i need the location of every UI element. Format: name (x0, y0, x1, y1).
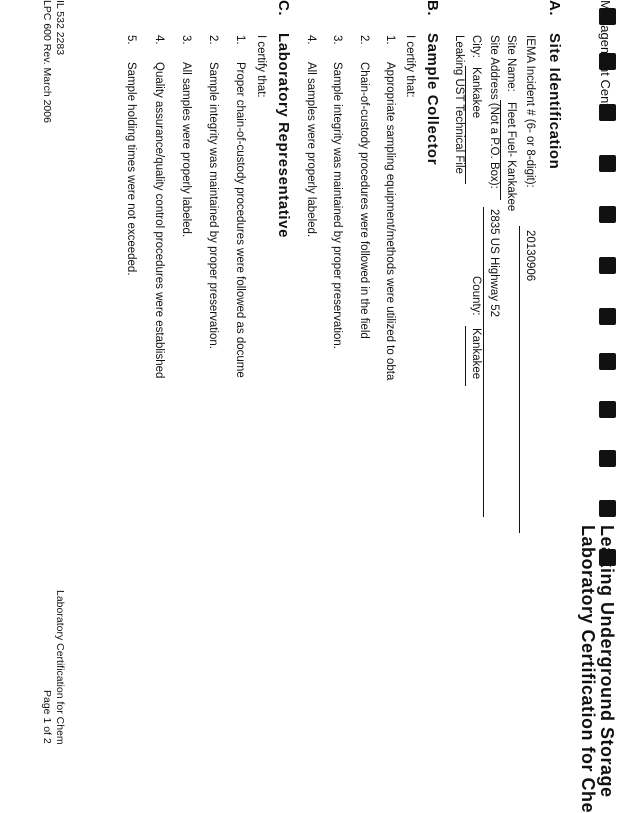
section-a-letter: A. (546, 0, 563, 17)
section-c-item-number: 1. (234, 35, 246, 45)
section-c-item-number: 4. (153, 35, 165, 45)
section-c-item-number: 2. (207, 35, 219, 45)
city-label: City: (470, 35, 482, 58)
footer-page-number: Page 1 of 2 (41, 690, 53, 744)
section-c-certify-text: I certify that: (255, 35, 267, 98)
lust-technical-file-label: Leaking UST Technical File (453, 35, 465, 174)
form-title-line1: Leaking Underground Storage (597, 525, 617, 798)
section-c-item-number: 3. (180, 35, 192, 45)
section-c-heading: Laboratory Representative (275, 33, 292, 239)
section-c-item-number: 5. (125, 35, 137, 45)
county-label: County: (470, 276, 482, 316)
footer-revision: LPC 600 Rev. March 2006 (41, 0, 53, 123)
section-b-item-text: Appropriate sampling equipment/methods were utilized to obta (384, 62, 396, 381)
section-c-item-text: Sample integrity was maintained by proper preservation. (207, 62, 219, 350)
footer-form-id: IL 532 2283 (54, 0, 66, 56)
punch-hole (599, 401, 616, 418)
section-c-item-text: Quality assurance/quality control procedures were established (153, 62, 165, 379)
section-b-item-number: 2. (358, 35, 370, 45)
site-name-rule (500, 100, 501, 200)
section-b-item-number: 1. (384, 35, 396, 45)
city-value: Kankakee (470, 67, 482, 119)
site-name-label: Site Name: (505, 35, 517, 92)
site-address-value: 2835 US Highway 52 (488, 209, 500, 318)
section-b-item-number: 3. (331, 35, 343, 45)
section-c-letter: C. (275, 0, 292, 17)
punch-hole (599, 353, 616, 370)
punch-hole (599, 257, 616, 274)
punch-hole (599, 206, 616, 223)
county-value: Kankakee (470, 328, 482, 380)
section-b-letter: B. (424, 0, 441, 17)
section-c-item-text: Sample holding times were not exceeded. (125, 62, 137, 276)
management-center-text: Management Center, (598, 0, 613, 122)
footer-form-title: Laboratory Certification for Chem (54, 590, 66, 745)
incident-number-value: 20130906 (524, 230, 536, 282)
section-b-item-text: All samples were properly labeled. (305, 62, 317, 238)
county-rule (465, 326, 466, 386)
section-c-item-text: Proper chain-of-custody procedures were followed as docume (234, 62, 246, 378)
section-b-certify-text: I certify that: (404, 35, 416, 98)
punch-hole (599, 500, 616, 517)
section-b-heading: Sample Collector (424, 33, 441, 166)
site-name-value: Fleet Fuel- Kankakee (505, 102, 517, 212)
section-a-heading: Site Identification (546, 33, 563, 170)
punch-hole (599, 308, 616, 325)
incident-number-rule (519, 226, 520, 533)
form-title-line2: Laboratory Certification for Che (578, 525, 598, 813)
section-b-item-number: 4. (305, 35, 317, 45)
punch-hole (599, 450, 616, 467)
section-c-item-text: All samples were properly labeled. (180, 62, 192, 238)
incident-number-label: IEMA Incident # (6- or 8-digit): (524, 35, 536, 188)
section-b-item-text: Sample integrity was maintained by proper preservation. (331, 62, 343, 350)
section-b-item-text: Chain-of-custody procedures were followed in the field (358, 62, 370, 339)
site-address-label: Site Address (Not a P.O. Box): (488, 35, 500, 189)
punch-hole (599, 155, 616, 172)
site-address-rule (483, 207, 484, 517)
city-rule (465, 66, 466, 184)
